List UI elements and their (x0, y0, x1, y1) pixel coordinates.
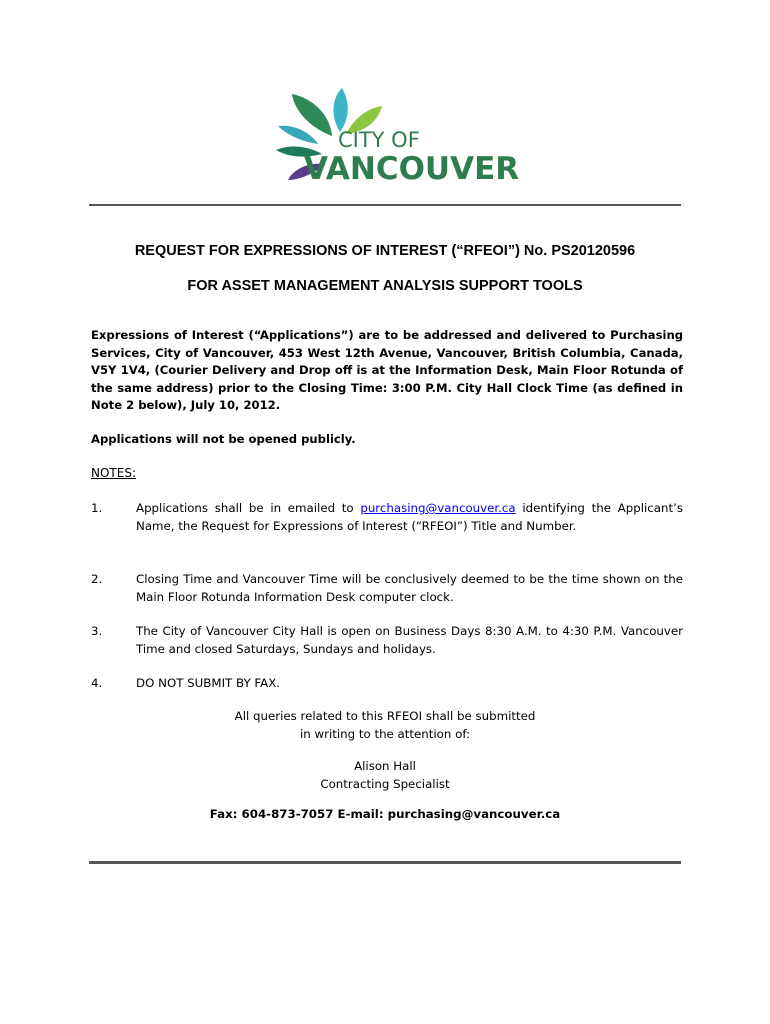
contact-block (90, 757, 680, 793)
logo-line-city-of: CITY OF (338, 128, 420, 152)
header-divider (89, 204, 681, 206)
note-text-before-link: Applications shall be in emailed to (136, 501, 361, 515)
fax-email-line: Fax: 604-873-7057 E-mail: purchasing@vancouver.ca (209, 807, 561, 821)
queries-line-1: All queries related to this RFEOI shall be submitted (234, 709, 536, 723)
note-number: 3. (91, 624, 103, 638)
document-title: REQUEST FOR EXPRESSIONS OF INTEREST (“RFEOI”) No. PS20120596 (134, 243, 636, 259)
logo-line-vancouver: VANCOUVER (304, 151, 520, 187)
note-number: 4. (91, 676, 103, 690)
queries-line-2: in writing to the attention of: (299, 727, 471, 741)
contact-role: Contracting Specialist (320, 777, 450, 791)
note-number: 2. (91, 572, 103, 586)
document-subtitle: FOR ASSET MANAGEMENT ANALYSIS SUPPORT TOOLS (187, 278, 583, 294)
purchasing-email-link[interactable]: purchasing@vancouver.ca (360, 501, 516, 515)
note-body: DO NOT SUBMIT BY FAX. (136, 676, 281, 690)
note-text-after-link: identifying the Applicant’s Name, the Request for Expressions of Interest (“RFEOI”) Title and Number. (136, 501, 683, 533)
notes-heading: NOTES: (91, 466, 136, 480)
note-number: 1. (91, 501, 103, 515)
intro-paragraph: Expressions of Interest (“Applications”) are to be addressed and delivered to Purchasing Services, City of Vancouver, 453 West 12th Avenue, Vancouver, British Columbia, Canada, V5Y 1V4, (Courier Delivery and Drop off is at the Information Desk, Main Floor Rotunda of the same address) prior to the Closing Time: 3:00 P.M. City Hall Clock Time (as defined in Note 2 below), July 10, 2012. (91, 328, 683, 412)
contact-name: Alison Hall (354, 759, 416, 773)
not-opened-publicly-text: Applications will not be opened publicly. (91, 432, 356, 446)
note-item-4 (91, 674, 683, 692)
note-item-2 (91, 570, 683, 606)
note-body (136, 499, 683, 535)
queries-instructions (90, 707, 680, 743)
note-item-3 (91, 622, 683, 658)
note-body: Closing Time and Vancouver Time will be conclusively deemed to be the time shown on the Main Floor Rotunda Information Desk computer clock. (136, 572, 683, 604)
note-body: The City of Vancouver City Hall is open on Business Days 8:30 A.M. to 4:30 P.M. Vancouver Time and closed Saturdays, Sundays and holidays. (136, 624, 683, 656)
footer-divider (89, 861, 681, 864)
note-item-1 (91, 499, 683, 535)
